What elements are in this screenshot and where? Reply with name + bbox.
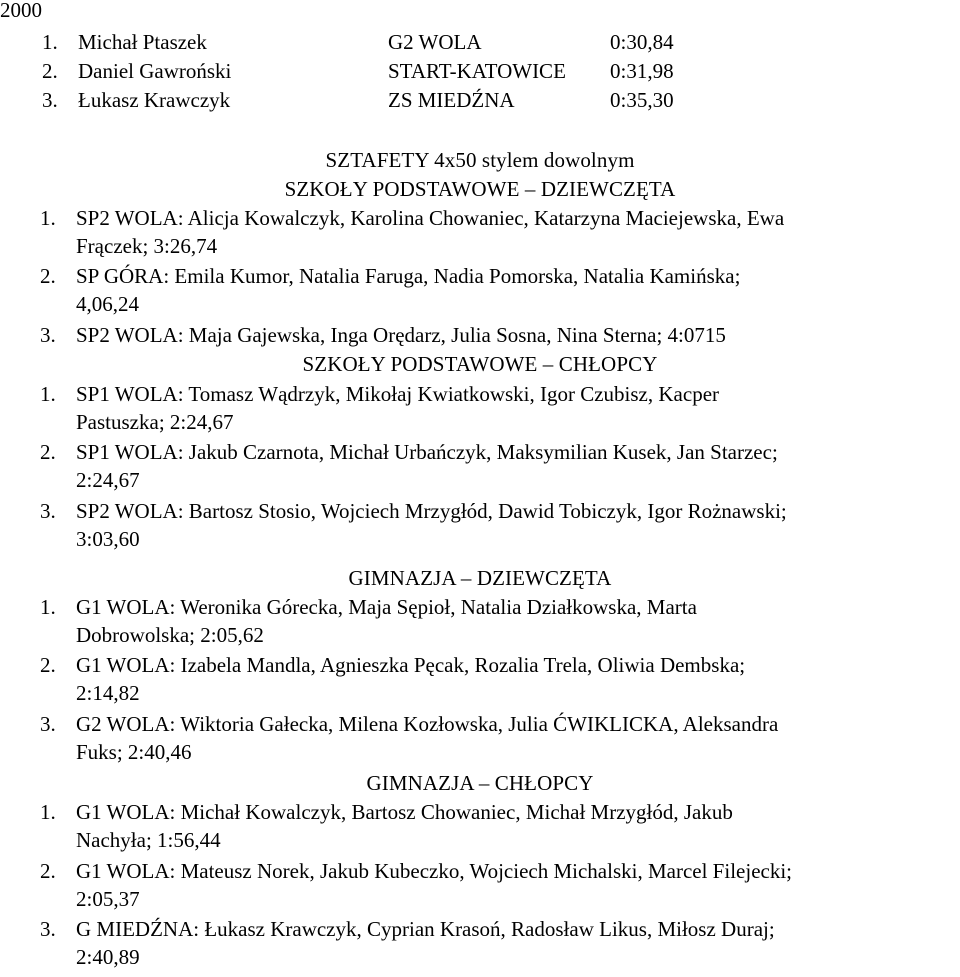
relay-team-line: 4,06,24 bbox=[76, 292, 139, 316]
result-time: 0:31,98 bbox=[610, 59, 674, 83]
relay-team-line: G MIEDŹNA: Łukasz Krawczyk, Cyprian Krasoń, Radosław Likus, Miłosz Duraj; bbox=[76, 917, 775, 941]
relay-entry bbox=[40, 438, 945, 494]
relay-team-line: 3:03,60 bbox=[76, 527, 140, 551]
relay-team-line: SP1 WOLA: Jakub Czarnota, Michał Urbańczyk, Maksymilian Kusek, Jan Starzec; bbox=[76, 440, 778, 464]
relay-team-line: SP2 WOLA: Alicja Kowalczyk, Karolina Chowaniec, Katarzyna Maciejewska, Ewa bbox=[76, 206, 785, 230]
place-number: 3. bbox=[40, 917, 56, 941]
relay-entry bbox=[40, 497, 945, 553]
relay-entry bbox=[40, 380, 945, 436]
relay-team-line: G2 WOLA: Wiktoria Gałecka, Milena Kozłowska, Julia ĆWIKLICKA, Aleksandra bbox=[76, 712, 779, 736]
relay-entry bbox=[40, 915, 945, 971]
place-number: 3. bbox=[40, 499, 56, 523]
section-title: SZKOŁY PODSTAWOWE – CHŁOPCY bbox=[302, 352, 658, 376]
relay-team-line: Pastuszka; 2:24,67 bbox=[76, 410, 234, 434]
relay-entry bbox=[40, 651, 945, 707]
relay-team-line: Frączek; 3:26,74 bbox=[76, 234, 218, 258]
relay-entry bbox=[40, 321, 945, 349]
relay-team-line: G1 WOLA: Michał Kowalczyk, Bartosz Chowaniec, Michał Mrzygłód, Jakub bbox=[76, 800, 733, 824]
relay-team-line: SP2 WOLA: Bartosz Stosio, Wojciech Mrzygłód, Dawid Tobiczyk, Igor Rożnawski; bbox=[76, 499, 787, 523]
place-number: 3. bbox=[40, 323, 56, 347]
club-name: START-KATOWICE bbox=[388, 59, 566, 83]
section-title: GIMNAZJA – DZIEWCZĘTA bbox=[348, 566, 612, 590]
relay-team-line: SP1 WOLA: Tomasz Wądrzyk, Mikołaj Kwiatkowski, Igor Czubisz, Kacper bbox=[76, 382, 720, 406]
place-number: 2. bbox=[40, 440, 56, 464]
place-number: 1. bbox=[42, 30, 58, 54]
relay-team-line: 2:24,67 bbox=[76, 468, 140, 492]
swimmer-name: Łukasz Krawczyk bbox=[78, 88, 231, 112]
relay-entry bbox=[40, 262, 945, 318]
place-number: 1. bbox=[40, 206, 56, 230]
relay-entry bbox=[40, 857, 945, 913]
place-number: 3. bbox=[42, 88, 58, 112]
relay-team-line: SP2 WOLA: Maja Gajewska, Inga Orędarz, Julia Sosna, Nina Sterna; 4:0715 bbox=[76, 323, 726, 347]
relay-team-line: Dobrowolska; 2:05,62 bbox=[76, 623, 264, 647]
relay-team-line: Fuks; 2:40,46 bbox=[76, 740, 192, 764]
section-title: SZKOŁY PODSTAWOWE – DZIEWCZĘTA bbox=[284, 177, 676, 201]
relay-team-line: 2:05,37 bbox=[76, 887, 140, 911]
place-number: 2. bbox=[40, 859, 56, 883]
relay-team-line: 2:14,82 bbox=[76, 681, 140, 705]
relay-team-line: Nachyła; 1:56,44 bbox=[76, 828, 221, 852]
place-number: 1. bbox=[40, 595, 56, 619]
place-number: 1. bbox=[40, 382, 56, 406]
club-name: ZS MIEDŹNA bbox=[388, 88, 515, 112]
place-number: 2. bbox=[40, 653, 56, 677]
relay-team-line: G1 WOLA: Izabela Mandla, Agnieszka Pęcak, Rozalia Trela, Oliwia Dembska; bbox=[76, 653, 746, 677]
swimmer-name: Daniel Gawroński bbox=[78, 59, 232, 83]
relay-team-line: 2:40,89 bbox=[76, 945, 140, 969]
place-number: 3. bbox=[40, 712, 56, 736]
relay-entry bbox=[40, 204, 945, 260]
result-time: 0:35,30 bbox=[610, 88, 674, 112]
club-name: G2 WOLA bbox=[388, 30, 482, 54]
swimmer-name: Michał Ptaszek bbox=[78, 30, 207, 54]
section-title: GIMNAZJA – CHŁOPCY bbox=[366, 771, 594, 795]
relay-entry bbox=[40, 593, 945, 649]
relay-team-line: G1 WOLA: Mateusz Norek, Jakub Kubeczko, Wojciech Michalski, Marcel Filejecki; bbox=[76, 859, 792, 883]
relay-entry bbox=[40, 798, 945, 854]
place-number: 2. bbox=[40, 264, 56, 288]
relay-entry bbox=[40, 710, 945, 766]
place-number: 1. bbox=[40, 800, 56, 824]
place-number: 2. bbox=[42, 59, 58, 83]
relay-team-line: SP GÓRA: Emila Kumor, Natalia Faruga, Nadia Pomorska, Natalia Kamińska; bbox=[76, 264, 741, 288]
relay-team-line: G1 WOLA: Weronika Górecka, Maja Sępioł, Natalia Działkowska, Marta bbox=[76, 595, 697, 619]
relay-title: SZTAFETY 4x50 stylem dowolnym bbox=[325, 148, 635, 172]
year-heading: 2000 bbox=[0, 0, 42, 22]
result-time: 0:30,84 bbox=[610, 30, 674, 54]
